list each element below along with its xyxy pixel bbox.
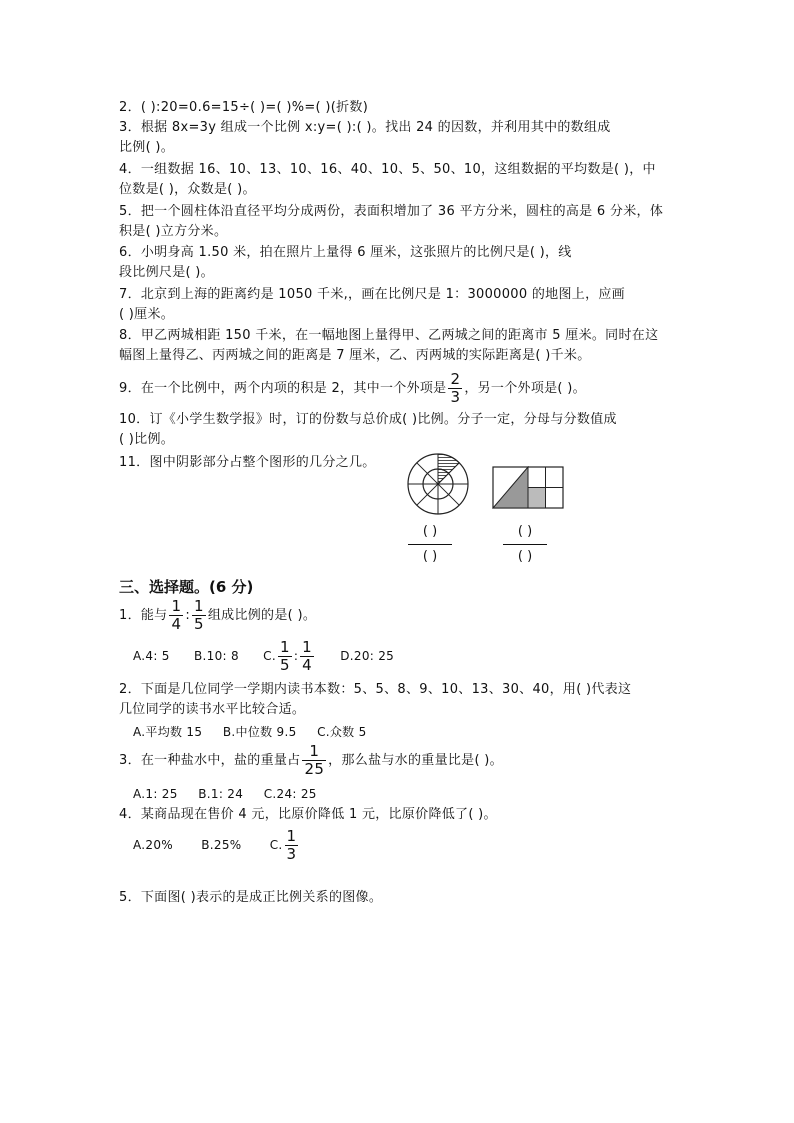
question-2: 2．( ):20=0.6=15÷( )=( )%=( )(折数) [119, 100, 369, 115]
fraction-denominator: 3 [286, 845, 297, 863]
choice-2-options[interactable]: A.平均数 15 B.中位数 9.5 C.众数 5 [133, 725, 367, 739]
question-7-line2: ( )厘米。 [119, 307, 175, 322]
question-4-line1: 4．一组数据 16、10、13、10、16、40、10、5、50、10，这组数据的平均数是( )，中 [119, 162, 656, 177]
option-c-letter: C. [263, 649, 276, 663]
question-7-line1: 7．北京到上海的距离约是 1050 千米,，画在比例尺是 1：3000000 的地图上，应画 [119, 287, 625, 302]
rectangle-figure [492, 466, 566, 510]
choice-1-text-before: 1．能与 [119, 608, 168, 623]
choice-1-text-after: 组成比例的是( )。 [207, 608, 317, 623]
option-a[interactable]: A.20% [133, 838, 173, 852]
choice-3 [119, 742, 503, 780]
question-9-text-before: 9．在一个比例中，两个内项的积是 2，其中一个外项是 [119, 381, 447, 396]
choice-4-line1: 4．某商品现在售价 4 元，比原价降低 1 元，比原价降低了( )。 [119, 807, 497, 822]
fraction-denominator: 5 [279, 656, 290, 674]
choice-1 [119, 598, 316, 634]
figure1-answer-fraction [408, 522, 452, 567]
question-10-line1: 10．订《小学生数学报》时，订的份数与总价成( )比例。分子一定，分母与分数值成 [119, 412, 617, 427]
fraction [192, 598, 206, 633]
fraction [300, 639, 314, 674]
section-3-title: 三、选择题。(6 分) [119, 578, 254, 596]
fraction [169, 598, 183, 633]
answer-numerator-blank[interactable]: ( ) [517, 524, 533, 539]
fraction-numerator: 1 [194, 597, 204, 615]
question-6-line2: 段比例尺是( )。 [119, 265, 214, 280]
fraction-bar [408, 544, 452, 545]
fraction-numerator: 1 [279, 638, 290, 656]
fraction-numerator: 2 [450, 370, 461, 388]
question-10-line2: ( )比例。 [119, 432, 175, 447]
option-c[interactable] [269, 827, 301, 863]
question-9-fraction [448, 371, 462, 406]
fraction-numerator: 1 [171, 597, 182, 615]
fraction-numerator: 1 [286, 827, 297, 845]
choice-2-line1: 2．下面是几位同学一学期内读书本数：5、5、8、9、10、13、30、40，用( )代表这 [119, 682, 632, 697]
answer-denominator-blank[interactable]: ( ) [422, 549, 438, 564]
question-3-line1: 3．根据 8x=3y 组成一个比例 x:y=( ):( )。找出 24 的因数，并利用其中的数组成 [119, 120, 611, 135]
question-6-line1: 6．小明身高 1.50 米，拍在照片上量得 6 厘米，这张照片的比例尺是( )，线 [119, 245, 572, 260]
fraction-denominator: 5 [194, 615, 204, 633]
fraction-denominator: 3 [450, 388, 461, 406]
question-9-text-after: ，另一个外项是( )。 [464, 381, 586, 396]
choice-5-line1: 5．下面图( )表示的是成正比例关系的图像。 [119, 890, 383, 905]
question-9 [119, 371, 586, 406]
fraction-numerator: 1 [302, 743, 326, 761]
question-3-line2: 比例( )。 [119, 140, 175, 155]
answer-numerator-blank[interactable]: ( ) [422, 524, 438, 539]
figure2-answer-fraction [503, 522, 547, 567]
choice-4-options [133, 826, 300, 864]
answer-denominator-blank[interactable]: ( ) [517, 549, 533, 564]
option-d[interactable]: D.20: 25 [340, 649, 395, 663]
option-a[interactable]: A.4: 5 [133, 649, 170, 663]
question-5-line1: 5．把一个圆柱体沿直径平均分成两份，表面积增加了 36 平方分米，圆柱的高是 6 分米，体 [119, 204, 664, 219]
question-8-line2: 幅图上量得乙、丙两城之间的距离是 7 厘米，乙、丙两城的实际距离是( )千米。 [119, 348, 591, 363]
choice-3-options[interactable]: A.1: 25 B.1: 24 C.24: 25 [133, 787, 317, 801]
choice-1-options [133, 638, 394, 674]
ratio-colon: : [185, 608, 191, 623]
question-8-line1: 8．甲乙两城相距 150 千米，在一幅地图上量得甲、乙两城之间的距离市 5 厘米。同时在这 [119, 328, 659, 343]
option-c-letter: C. [269, 838, 283, 852]
fraction [285, 828, 299, 863]
fraction [278, 639, 292, 674]
fraction-numerator: 1 [302, 638, 312, 656]
fraction-denominator: 4 [171, 615, 182, 633]
choice-2-line2: 几位同学的读书水平比较合适。 [119, 702, 306, 717]
option-b[interactable]: B.10: 8 [194, 649, 239, 663]
circle-figure [404, 453, 472, 515]
ratio-colon: : [293, 649, 299, 663]
fraction-bar [503, 544, 547, 545]
option-b[interactable]: B.25% [201, 838, 242, 852]
question-11: 11．图中阴影部分占整个图形的几分之几。 [119, 455, 376, 470]
choice-3-text-after: ，那么盐与水的重量比是( )。 [328, 753, 503, 768]
fraction-denominator: 25 [304, 760, 325, 778]
fraction [302, 743, 326, 778]
option-c[interactable] [263, 638, 316, 674]
fraction-denominator: 4 [302, 656, 312, 674]
choice-3-text-before: 3．在一种盐水中，盐的重量占 [119, 753, 301, 768]
question-4-line2: 位数是( )，众数是( )。 [119, 182, 256, 197]
question-5-line2: 积是( )立方分米。 [119, 224, 228, 239]
